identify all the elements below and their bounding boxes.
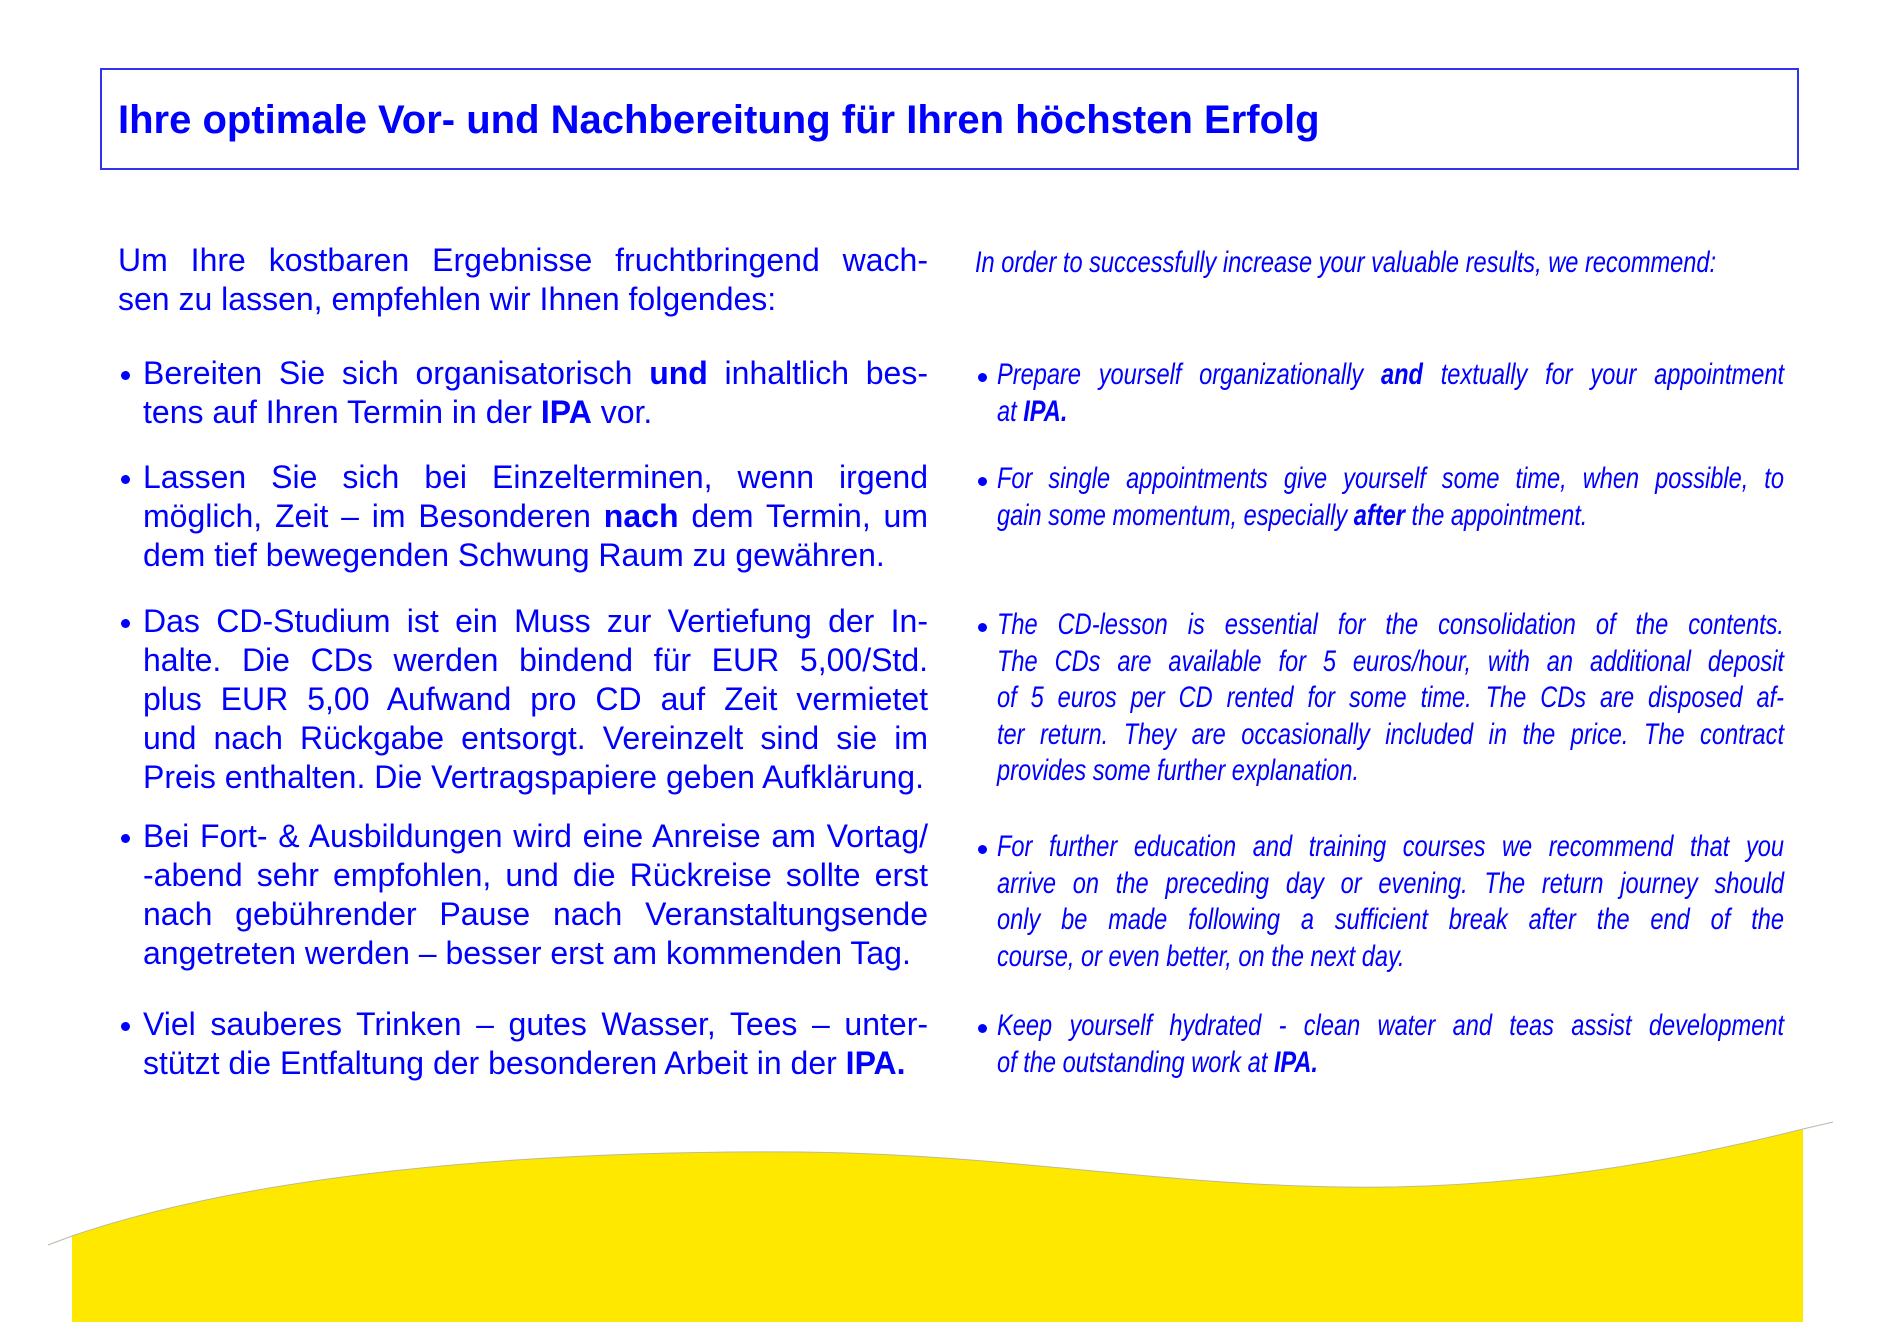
- german-bullet: [143, 602, 928, 797]
- german-bullet-line: [143, 458, 928, 497]
- emphasis-text: nach: [603, 498, 679, 534]
- page-title: Ihre optimale Vor- und Nachbereitung für Ihren höchsten Erfolg: [118, 98, 1320, 142]
- english-bullet: [997, 357, 1784, 430]
- body-text: The CDs are available for 5 euros/hour, with an additional deposit: [997, 644, 1784, 678]
- body-text: halte. Die CDs werden bindend für EUR 5,00/Std.: [143, 642, 928, 678]
- body-text: vor.: [591, 394, 653, 430]
- bullet-icon: [978, 845, 987, 854]
- emphasis-text: und: [649, 355, 708, 391]
- body-text: Viel sauberes Trinken – gutes Wasser, Tees – unter-: [143, 1006, 928, 1042]
- body-text: The CD-lesson is essential for the consolidation of the contents.: [997, 608, 1784, 641]
- body-text: stützt die Entfaltung der besonderen Arbeit in der: [143, 1045, 846, 1081]
- german-intro-line: [118, 280, 928, 319]
- german-bullet-line: [143, 602, 928, 641]
- english-bullet-line: [997, 680, 1784, 717]
- german-bullet: [143, 458, 928, 575]
- body-text: plus EUR 5,00 Aufwand pro CD auf Zeit vermietet: [143, 681, 928, 717]
- body-text: provides some further explanation.: [997, 754, 1360, 788]
- body-text: Das CD-Studium ist ein Muss zur Vertiefung der In-: [143, 603, 928, 639]
- body-text: For further education and training courses we recommend that you: [997, 830, 1784, 863]
- body-text: only be made following a sufficient break after the end of the: [997, 903, 1784, 937]
- body-text: at: [997, 394, 1024, 428]
- german-bullet-line: [143, 1005, 928, 1044]
- english-bullet-line: [997, 644, 1784, 681]
- english-bullet: [997, 1008, 1784, 1081]
- german-bullet-line: [143, 817, 928, 856]
- german-bullet-line: [143, 497, 928, 536]
- body-text: und nach Rückgabe entsorgt. Vereinzelt sind sie im: [143, 720, 928, 756]
- bullet-icon: [121, 619, 130, 628]
- body-text: For single appointments give yourself some time, when possible, to: [997, 462, 1784, 495]
- english-bullet: [997, 829, 1784, 975]
- body-text: course, or even better, on the next day.: [997, 939, 1405, 973]
- german-bullet-line: [143, 856, 928, 895]
- english-bullet-line: [997, 866, 1784, 903]
- emphasis-text: IPA.: [1023, 394, 1068, 428]
- bullet-icon: [121, 371, 130, 380]
- german-bullet-line: [143, 895, 928, 934]
- english-bullet-line: [997, 498, 1784, 535]
- german-bullet-line: [143, 393, 928, 432]
- body-text: of 5 euros per CD rented for some time. The CDs are disposed af-: [997, 681, 1784, 715]
- emphasis-text: IPA: [540, 394, 592, 430]
- body-text: In order to successfully increase your valuable results, we recommend:: [975, 246, 1717, 279]
- english-bullet-line: [997, 753, 1784, 790]
- german-bullet-line: [143, 934, 928, 973]
- body-text: sen zu lassen, empfehlen wir Ihnen folgendes:: [118, 281, 777, 317]
- bullet-icon: [121, 834, 130, 843]
- english-bullet-line: [997, 461, 1784, 498]
- german-bullet-line: [143, 719, 928, 758]
- body-text: gain some momentum, especially: [997, 498, 1354, 532]
- body-text: ter return. They are occasionally included in the price. The contract: [997, 717, 1784, 751]
- german-intro: [118, 241, 928, 319]
- english-bullet: [997, 607, 1784, 790]
- english-bullet-line: [997, 1008, 1784, 1045]
- body-text: the appointment.: [1404, 498, 1588, 532]
- bullet-icon: [978, 623, 987, 632]
- bullet-icon: [978, 477, 987, 486]
- emphasis-text: and: [1380, 358, 1423, 391]
- german-bullet-line: [143, 1044, 928, 1083]
- body-text: Prepare yourself organizationally: [997, 358, 1381, 391]
- english-bullet-line: [997, 829, 1784, 866]
- english-bullet: [997, 461, 1784, 534]
- body-text: textually for your appointment: [1422, 358, 1784, 391]
- emphasis-text: IPA.: [1273, 1045, 1318, 1079]
- german-bullet: [143, 354, 928, 432]
- german-bullet: [143, 817, 928, 973]
- german-bullet-line: [143, 536, 928, 575]
- bullet-icon: [978, 373, 987, 382]
- emphasis-text: after: [1353, 498, 1405, 532]
- body-text: Bereiten Sie sich organisatorisch: [143, 355, 650, 391]
- german-bullet: [143, 1005, 928, 1083]
- english-bullet-line: [997, 717, 1784, 754]
- english-bullet-line: [997, 394, 1784, 431]
- body-text: dem tief bewegenden Schwung Raum zu gewähren.: [143, 537, 885, 573]
- german-bullet-line: [143, 680, 928, 719]
- bullet-icon: [978, 1024, 987, 1033]
- body-text: Preis enthalten. Die Vertragspapiere geben Aufklärung.: [143, 759, 924, 795]
- body-text: Bei Fort- & Ausbildungen wird eine Anreise am Vortag/: [143, 818, 928, 854]
- body-text: dem Termin, um: [678, 498, 929, 534]
- bullet-icon: [121, 1022, 130, 1031]
- body-text: tens auf Ihren Termin in der: [143, 394, 541, 430]
- body-text: Lassen Sie sich bei Einzelterminen, wenn irgend: [143, 459, 928, 495]
- body-text: arrive on the preceding day or evening. The return journey should: [997, 866, 1784, 900]
- english-bullet-line: [997, 939, 1784, 976]
- bullet-icon: [121, 475, 130, 484]
- body-text: Um Ihre kostbaren Ergebnisse fruchtbringend wach-: [118, 242, 928, 278]
- german-bullet-line: [143, 354, 928, 393]
- body-text: Keep yourself hydrated - clean water and teas assist development: [997, 1009, 1784, 1042]
- german-intro-line: [118, 241, 928, 280]
- body-text: möglich, Zeit – im Besonderen: [143, 498, 604, 534]
- body-text: nach gebührender Pause nach Veranstaltungsende: [143, 896, 928, 932]
- body-text: inhaltlich bes-: [707, 355, 929, 391]
- english-bullet-line: [997, 607, 1784, 644]
- title-frame: [100, 68, 1799, 170]
- english-intro-line: [975, 245, 1775, 282]
- body-text: angetreten werden – besser erst am kommenden Tag.: [143, 935, 911, 971]
- english-bullet-line: [997, 357, 1784, 394]
- english-bullet-line: [997, 1045, 1784, 1082]
- german-bullet-line: [143, 758, 928, 797]
- german-bullet-line: [143, 641, 928, 680]
- emphasis-text: IPA.: [845, 1045, 906, 1081]
- english-bullet-line: [997, 902, 1784, 939]
- body-text: -abend sehr empfohlen, und die Rückreise sollte erst: [143, 857, 928, 893]
- body-text: of the outstanding work at: [997, 1045, 1274, 1079]
- english-intro: [975, 245, 1775, 282]
